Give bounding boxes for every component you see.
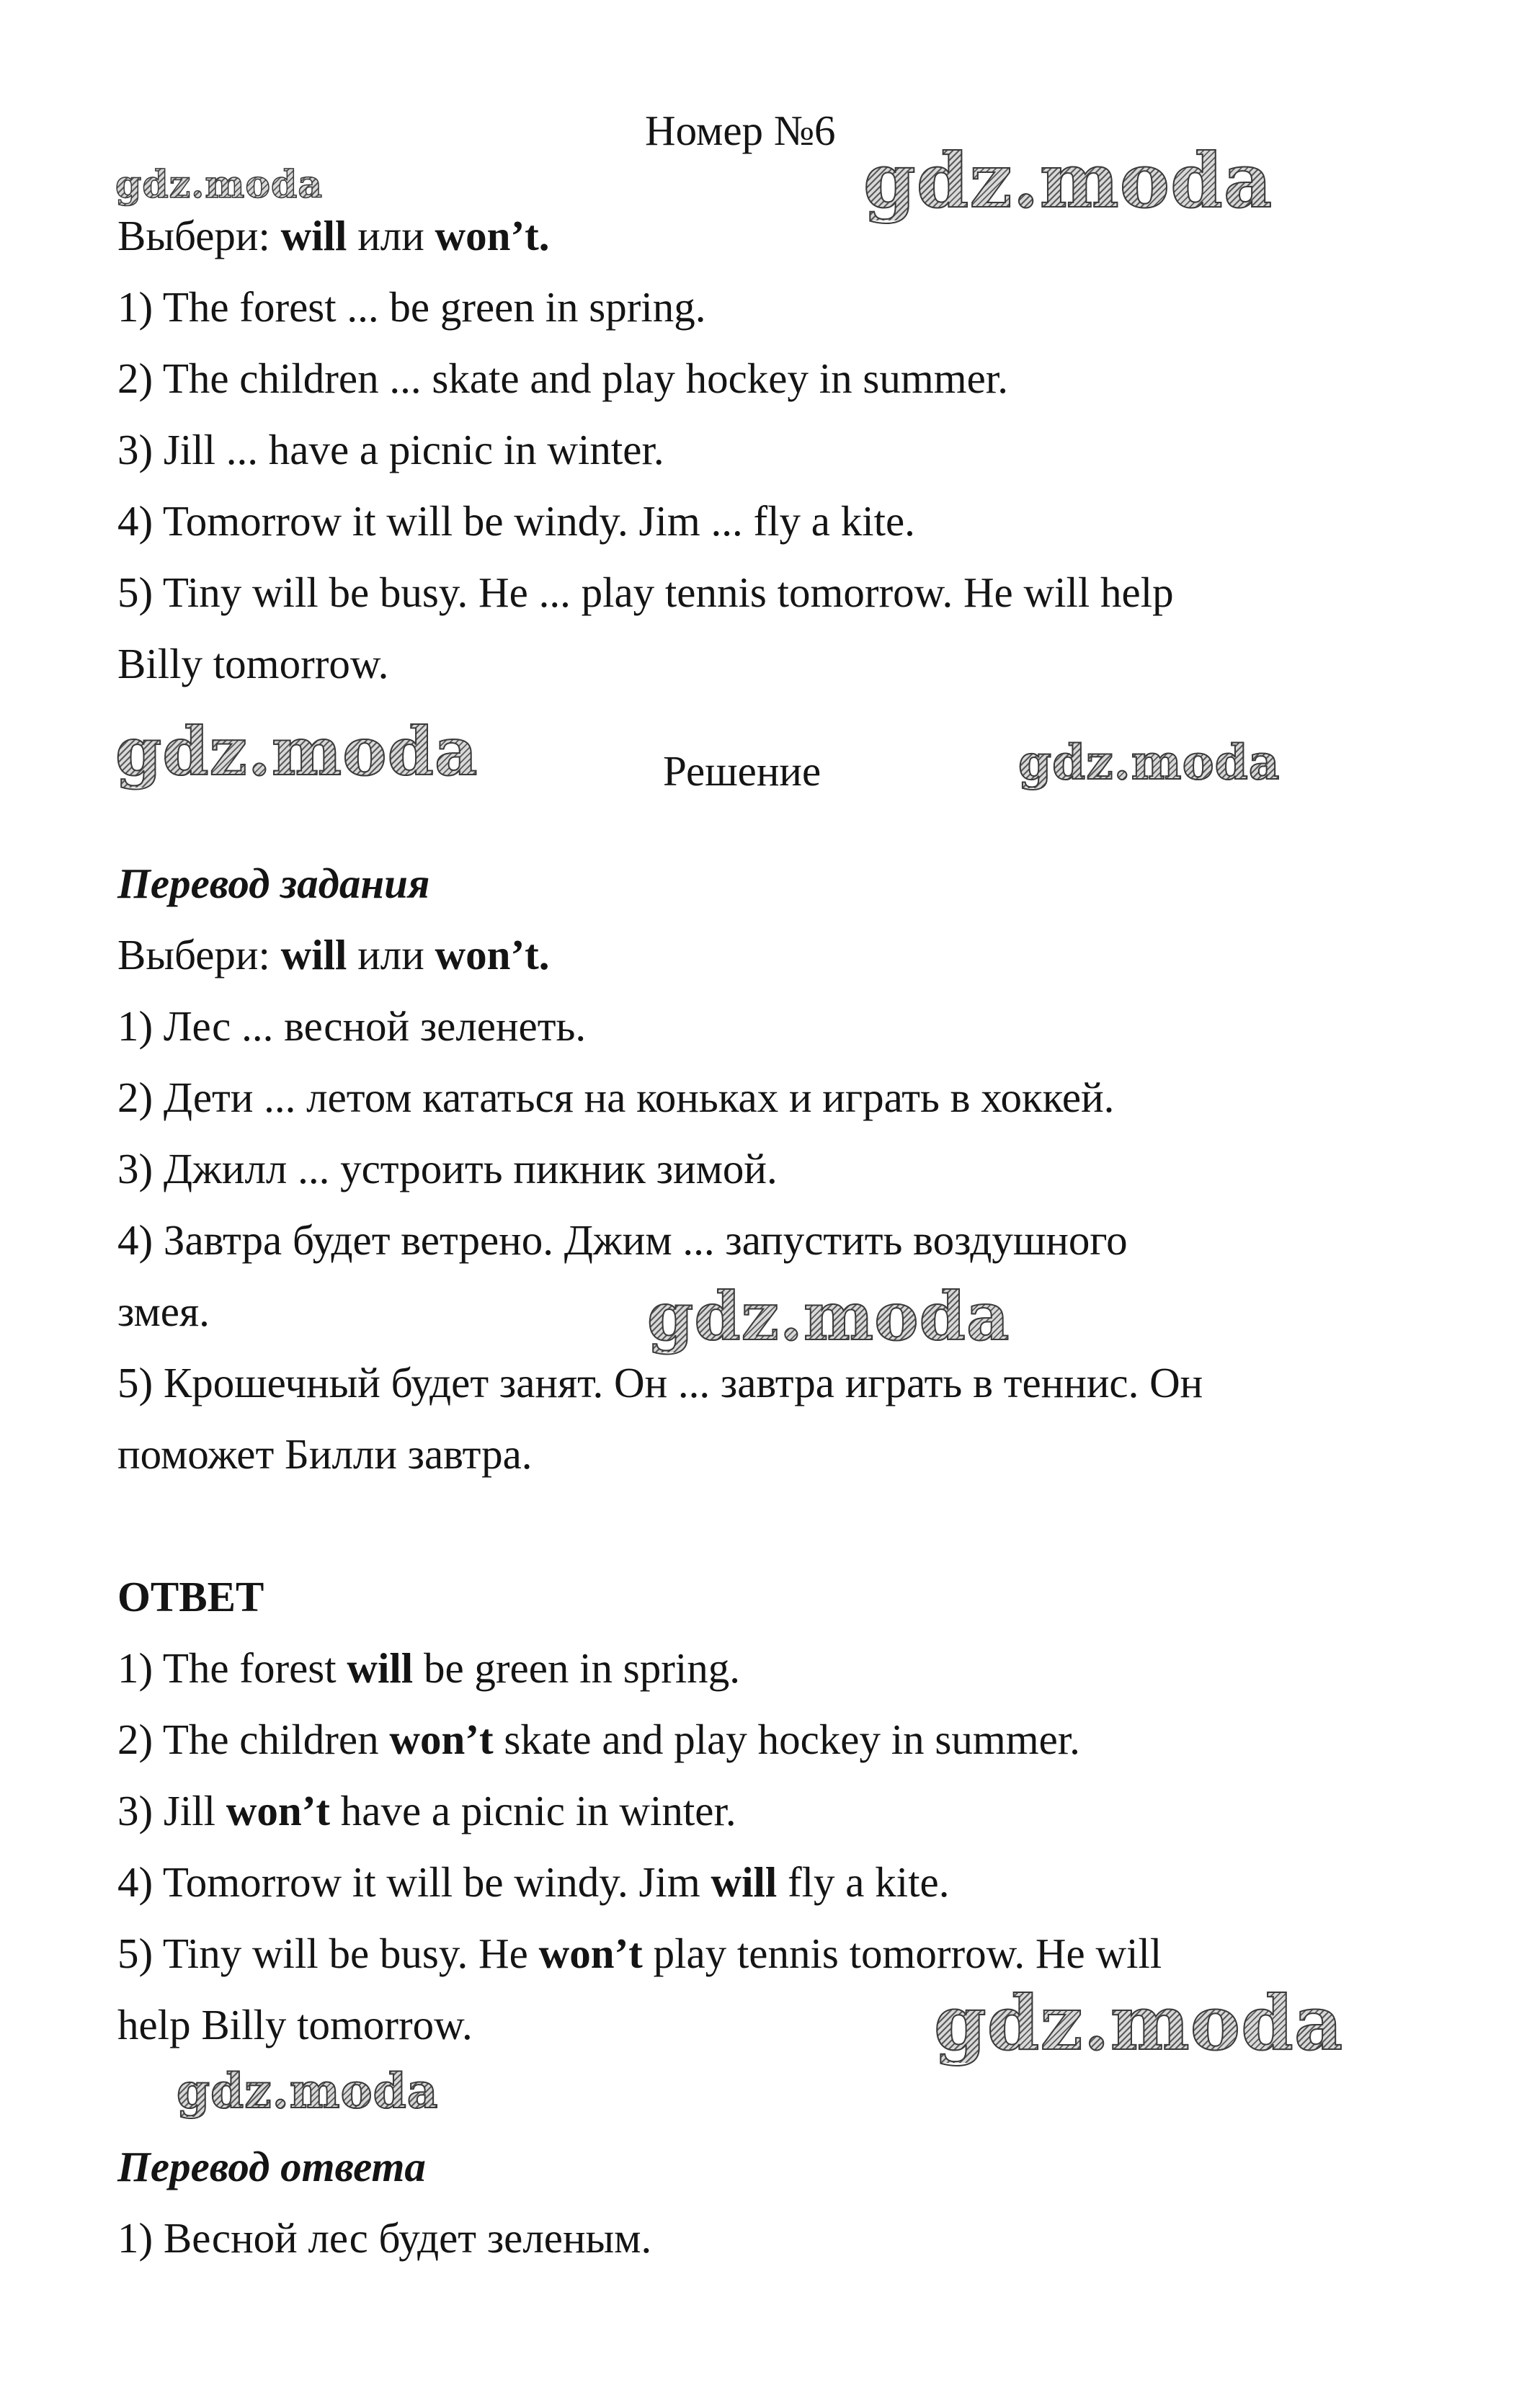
answer-line — [117, 1785, 736, 1836]
page-title: Номер №6 — [645, 107, 836, 154]
task-prompt — [117, 210, 550, 261]
answer-text: fly a kite. — [777, 1858, 950, 1906]
word-or: или — [347, 931, 435, 978]
task-line: 3) Jill ... have a picnic in winter. — [117, 426, 664, 473]
task-line: 4) Tomorrow it will be windy. Jim ... fly a kite. — [117, 497, 915, 545]
answer-line — [117, 1928, 1162, 1979]
answer-text: play tennis tomorrow. He will — [642, 1930, 1162, 1977]
translation-line: 4) Завтра будет ветрено. Джим ... запустить воздушного — [117, 1216, 1128, 1264]
watermark-logo: gdz.moda — [863, 136, 1273, 225]
answer-text: help Billy tomorrow. — [117, 2001, 473, 2048]
answer-text: 4) Tomorrow it will be windy. Jim — [117, 1858, 711, 1906]
answer-line — [117, 1999, 473, 2050]
answer-word: will — [347, 1644, 414, 1692]
answer-word: will — [711, 1858, 778, 1906]
answer-text: 5) Tiny will be busy. He — [117, 1930, 539, 1977]
watermark-logo: gdz.moda — [115, 163, 324, 207]
answer-text: 1) The forest — [117, 1644, 347, 1692]
watermark-logo: gdz.moda — [1018, 734, 1281, 790]
answer-text: 2) The children — [117, 1716, 390, 1763]
solution-label: Решение — [663, 747, 821, 795]
translation-line: поможет Билли завтра. — [117, 1430, 533, 1478]
translation-heading: Перевод задания — [117, 860, 430, 907]
answer-text: have a picnic in winter. — [330, 1787, 736, 1834]
answer-heading: ОТВЕТ — [117, 1573, 264, 1620]
answer-line — [117, 1643, 740, 1693]
translation-line: 1) Лес ... весной зеленеть. — [117, 1002, 587, 1050]
prompt-prefix: Выбери: — [117, 931, 281, 978]
task-line: Billy tomorrow. — [117, 640, 389, 687]
prompt-prefix: Выбери: — [117, 212, 281, 259]
answer-line — [117, 1857, 949, 1907]
answer-line — [117, 1714, 1080, 1765]
task-line: 1) The forest ... be green in spring. — [117, 283, 706, 331]
answer-text: 3) Jill — [117, 1787, 226, 1834]
translation-prompt — [117, 929, 550, 980]
translation-line: 3) Джилл ... устроить пикник зимой. — [117, 1145, 778, 1192]
answer-translation-line: 1) Весной лес будет зеленым. — [117, 2214, 652, 2262]
task-line: 5) Tiny will be busy. He ... play tennis tomorrow. He will help — [117, 568, 1174, 616]
answer-word: won’t — [226, 1787, 331, 1834]
translation-line: 5) Крошечный будет занят. Он ... завтра играть в теннис. Он — [117, 1359, 1203, 1406]
word-will: will — [280, 212, 347, 259]
word-wont: won’t. — [435, 931, 550, 978]
watermark-logo: gdz.moda — [115, 713, 478, 790]
translation-line: 2) Дети ... летом кататься на коньках и играть в хоккей. — [117, 1074, 1115, 1121]
watermark-logo: gdz.moda — [177, 2063, 439, 2119]
answer-word: won’t — [389, 1716, 494, 1763]
answer-translation-heading: Перевод ответа — [117, 2143, 426, 2190]
answer-text: be green in spring. — [413, 1644, 741, 1692]
word-wont: won’t. — [435, 212, 550, 259]
answer-word: won’t — [538, 1930, 643, 1977]
watermark-logo: gdz.moda — [934, 1979, 1344, 2067]
watermark-logo: gdz.moda — [647, 1277, 1010, 1355]
word-will: will — [280, 931, 347, 978]
answer-text: skate and play hockey in summer. — [493, 1716, 1080, 1763]
task-line: 2) The children ... skate and play hockey in summer. — [117, 354, 1008, 402]
translation-line: змея. — [117, 1288, 210, 1335]
word-or: или — [347, 212, 435, 259]
